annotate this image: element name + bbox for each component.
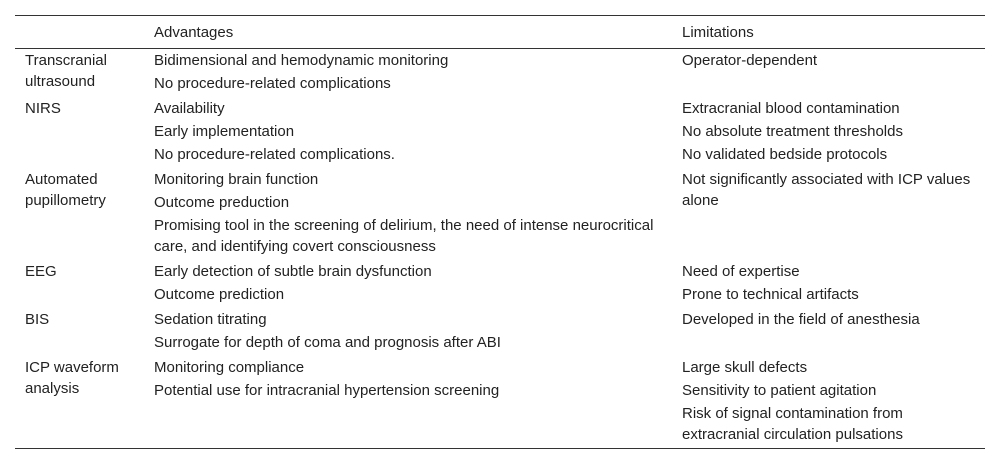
advantages-cell [144, 49, 672, 98]
limitation-item: Prone to technical artifacts [682, 286, 859, 303]
limitations-cell [672, 168, 985, 260]
table-row [15, 308, 985, 356]
advantages-cell [144, 168, 672, 260]
limitation-item: No validated bedside protocols [682, 146, 888, 163]
advantage-item: No procedure-related complications. [154, 146, 395, 163]
comparison-table [15, 15, 985, 449]
limitation-item: Extracranial blood contamination [682, 100, 900, 117]
limitation-item: Developed in the field of anesthesia [682, 311, 920, 328]
table-row [15, 168, 985, 260]
table-row [15, 97, 985, 168]
advantage-item: Monitoring brain function [154, 171, 319, 188]
limitation-item: Large skull defects [682, 359, 808, 376]
limitation-item: Risk of signal contamination from extracranial circulation pulsations [682, 405, 903, 443]
limitations-cell [672, 260, 985, 308]
advantage-item: Bidimensional and hemodynamic monitoring [154, 52, 449, 69]
limitations-cell [672, 356, 985, 449]
limitation-item: Need of expertise [682, 263, 800, 280]
technique-cell: BIS [25, 311, 50, 328]
advantage-item: Early implementation [154, 123, 295, 140]
advantage-item: Outcome preduction [154, 194, 290, 211]
technique-cell: EEG [25, 263, 57, 280]
advantage-item: Outcome prediction [154, 286, 285, 303]
advantage-item: Availability [154, 100, 225, 117]
advantage-item: Surrogate for depth of coma and prognosis after ABI [154, 334, 501, 351]
technique-cell: Transcranial ultrasound [25, 52, 107, 90]
technique-cell: ICP waveform analysis [25, 359, 119, 397]
advantages-cell [144, 308, 672, 356]
limitations-cell [672, 49, 985, 98]
limitations-cell [672, 97, 985, 168]
table-row [15, 260, 985, 308]
table-row [15, 356, 985, 449]
advantages-cell [144, 97, 672, 168]
advantage-item: Potential use for intracranial hypertension screening [154, 382, 500, 399]
limitation-item: Operator-dependent [682, 52, 818, 69]
limitation-item: Sensitivity to patient agitation [682, 382, 877, 399]
header-technique [15, 16, 144, 49]
advantages-cell [144, 356, 672, 449]
advantage-item: No procedure-related complications [154, 75, 391, 92]
technique-cell: Automated pupillometry [25, 171, 106, 209]
header-limitations: Limitations [682, 23, 754, 41]
table-header-row [15, 16, 985, 49]
header-advantages: Advantages [154, 23, 234, 41]
advantage-item: Sedation titrating [154, 311, 267, 328]
comparison-table-container [15, 15, 985, 449]
table-row [15, 49, 985, 98]
advantages-cell [144, 260, 672, 308]
technique-cell: NIRS [25, 100, 61, 117]
limitation-item: No absolute treatment thresholds [682, 123, 903, 140]
limitation-item: Not significantly associated with ICP values alone [682, 171, 971, 209]
advantage-item: Promising tool in the screening of delirium, the need of intense neurocritical care, and identifying covert consciousness [154, 217, 654, 255]
advantage-item: Early detection of subtle brain dysfunction [154, 263, 432, 280]
limitations-cell [672, 308, 985, 356]
advantage-item: Monitoring compliance [154, 359, 305, 376]
